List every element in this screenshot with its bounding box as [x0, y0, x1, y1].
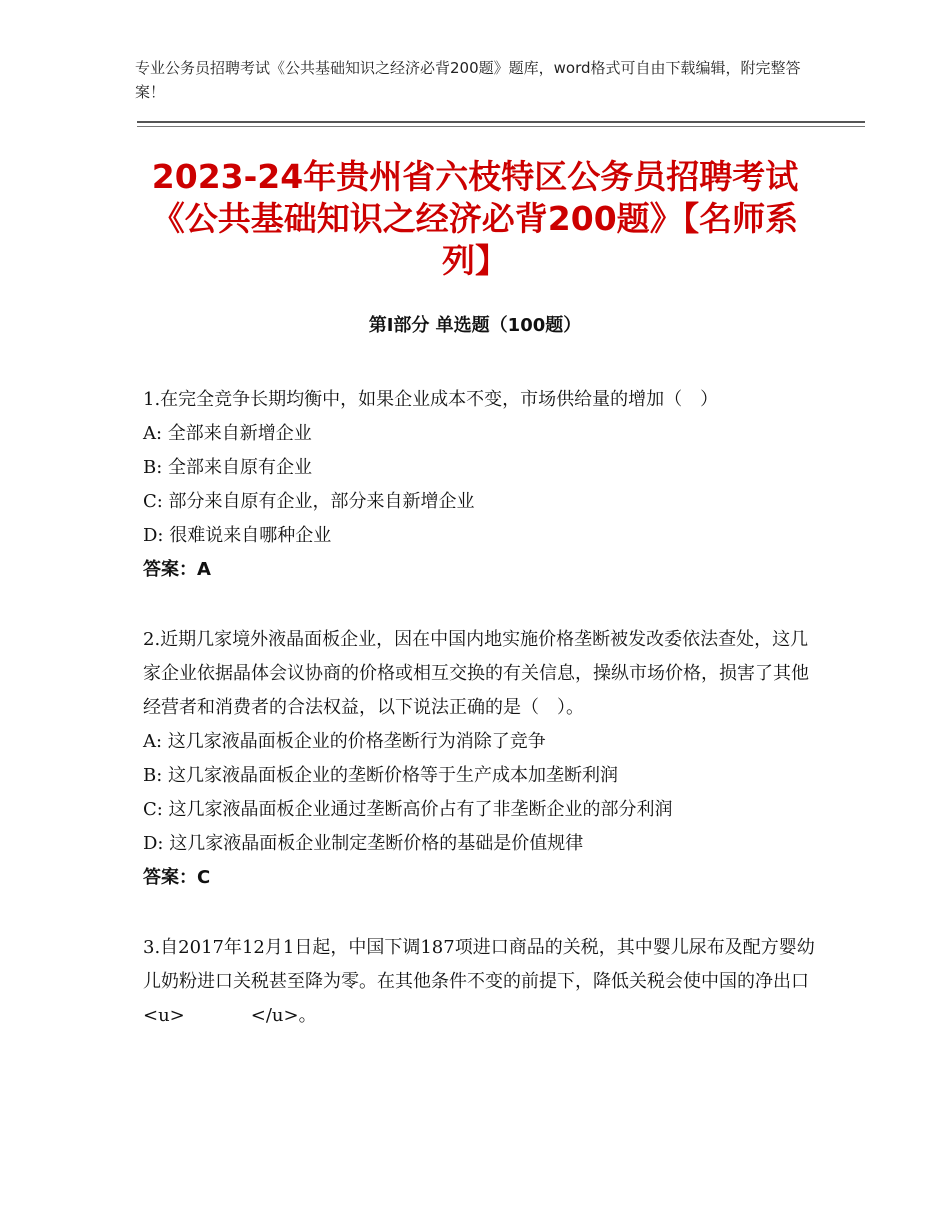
question-text: 1.在完全竞争长期均衡中，如果企业成本不变，市场供给量的增加（ ）	[143, 389, 719, 410]
option-a: A: 全部来自新增企业	[143, 423, 312, 444]
question-text-after: </u>。	[250, 1005, 317, 1026]
document-title: 2023-24年贵州省六枝特区公务员招聘考试《公共基础知识之经济必背200题》【名师系列】	[151, 157, 799, 280]
question-1	[143, 383, 815, 587]
header-rule-thin	[137, 126, 865, 127]
question-list	[143, 383, 815, 1069]
option-c: C: 部分来自原有企业，部分来自新增企业	[143, 491, 475, 512]
option-c: C: 这几家液晶面板企业通过垄断高价占有了非垄断企业的部分利润	[143, 799, 673, 820]
option-d: D: 很难说来自哪种企业	[143, 525, 332, 546]
answer-label: 答案：C	[143, 867, 211, 888]
header-rule-thick	[137, 121, 865, 123]
option-b: B: 这几家液晶面板企业的垄断价格等于生产成本加垄断利润	[143, 765, 619, 786]
question-3	[143, 931, 815, 1033]
question-text-before: 3.自2017年12月1日起，中国下调187项进口商品的关税，其中婴儿尿布及配方婴幼儿奶粉进口关税甚至降为零。在其他条件不变的前提下，降低关税会使中国的净出口<u>	[143, 937, 815, 1026]
section-title: 第Ⅰ部分 单选题（100题）	[368, 315, 582, 336]
option-d: D: 这几家液晶面板企业制定垄断价格的基础是价值规律	[143, 833, 584, 854]
option-b: B: 全部来自原有企业	[143, 457, 313, 478]
question-2	[143, 623, 815, 895]
question-text	[143, 931, 815, 1033]
question-text: 2.近期几家境外液晶面板企业，因在中国内地实施价格垄断被发改委依法查处，这几家企业依据晶体会议协商的价格或相互交换的有关信息，操纵市场价格，损害了其他经营者和消费者的合法权益，以下说法正确的是（ ）。	[143, 629, 809, 718]
answer-label: 答案：A	[143, 559, 211, 580]
header-note: 专业公务员招聘考试《公共基础知识之经济必背200题》题库，word格式可自由下载编辑，附完整答案！	[135, 59, 801, 101]
option-a: A: 这几家液晶面板企业的价格垄断行为消除了竞争	[143, 731, 546, 752]
